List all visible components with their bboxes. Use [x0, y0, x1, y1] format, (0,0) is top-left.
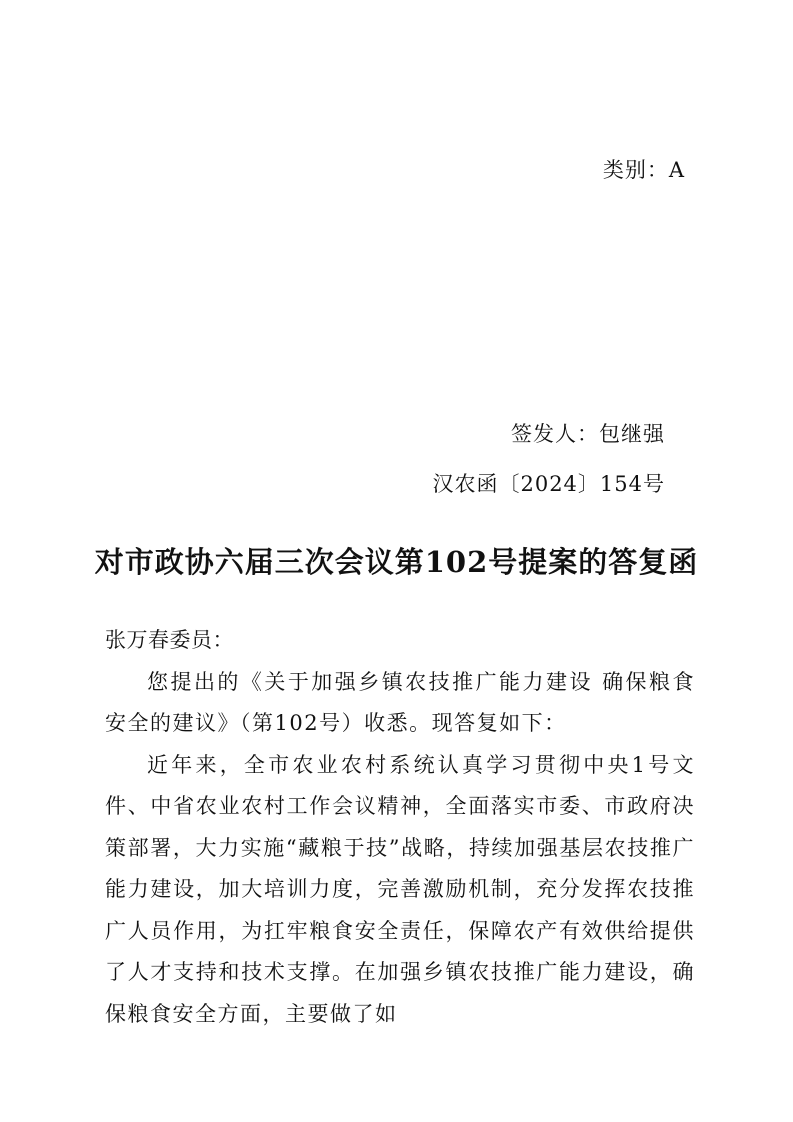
document-number: 汉农函〔2024〕154号 [432, 472, 665, 496]
category-label: 类别：A [602, 158, 685, 182]
body-paragraph-2: 近年来，全市农业农村系统认真学习贯彻中央1号文件、中省农业农村工作会议精神，全面落实市委、市政府决策部署，大力实施“藏粮于技”战略，持续加强基层农技推广能力建设，加大培训力度，完善激励机制，充分发挥农技推广人员作用，为扛牢粮食安全责任，保障农产有效供给提供了人才支持和技术支撑。在加强乡镇农技推广能力建设，确保粮食安全方面，主要做了如 [105, 752, 695, 1026]
document-title: 对市政协六届三次会议第102号提案的答复函 [94, 545, 699, 579]
salutation: 张万春委员： [105, 628, 234, 652]
body-paragraph-1: 您提出的《关于加强乡镇农技推广能力建设 确保粮食安全的建议》（第102号）收悉。现答复如下： [105, 669, 695, 735]
signer-label: 签发人：包继强 [511, 422, 665, 446]
document-body [105, 620, 695, 1035]
